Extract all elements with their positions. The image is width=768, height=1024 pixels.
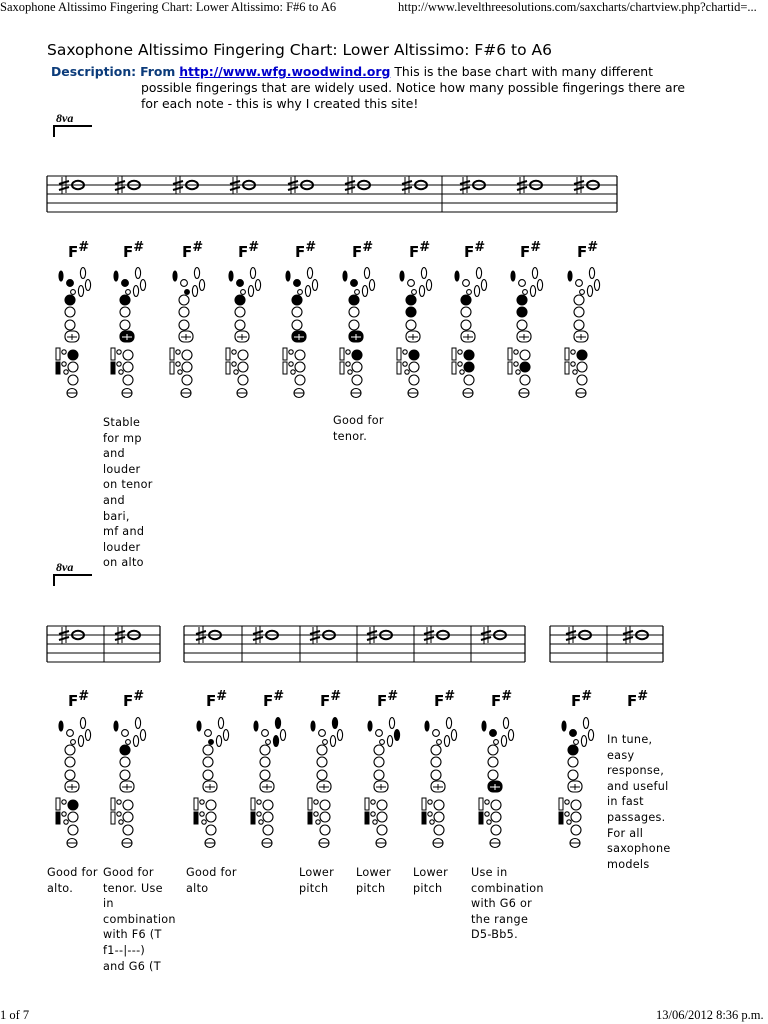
fingering-note: Good for tenor.	[333, 414, 384, 443]
fingering-diagram	[226, 268, 261, 398]
description-line2: possible fingerings that are widely used. Notice how many possible fingerings there are	[141, 80, 686, 95]
note-name-label: F#	[464, 240, 486, 261]
note-name-label: F#	[123, 240, 145, 261]
fingering-diagram	[251, 718, 286, 848]
fingering-note: Stable for mp and louder on tenor and bari, mf and louder on alto	[103, 416, 153, 570]
fingering-diagram	[479, 718, 514, 848]
note-name-label: F#	[295, 240, 317, 261]
note-name-label: F#	[409, 240, 431, 261]
description-line3: for each note - this is why I created this site!	[141, 96, 419, 111]
note-name-label: F#	[123, 689, 145, 710]
print-timestamp: 13/06/2012 8:36 p.m.	[656, 1008, 764, 1022]
fingering-diagram	[365, 718, 400, 848]
fingering-diagram	[565, 268, 600, 398]
staff	[184, 626, 525, 662]
page-count: 1 of 7	[0, 1008, 30, 1022]
note-name-label: F#	[352, 240, 374, 261]
note-name-label: F#	[263, 689, 285, 710]
fingering-note: Lower pitch	[413, 866, 449, 895]
note-name-label: F#	[577, 240, 599, 261]
note-name-label: F#	[627, 689, 649, 710]
fingering-diagram	[56, 718, 91, 848]
fingering-diagram	[508, 268, 543, 398]
fingering-note: Good for alto	[186, 866, 237, 895]
wfg-link[interactable]: http://www.wfg.woodwind.org	[179, 64, 391, 79]
note-name-label: F#	[571, 689, 593, 710]
note-name-label: F#	[238, 240, 260, 261]
fingering-note: Use in combination with G6 or the range D5-Bb5.	[471, 866, 544, 942]
fingering-diagram	[452, 268, 487, 398]
description-line1: This is the base chart with many different	[394, 64, 653, 79]
fingering-diagram	[559, 718, 594, 848]
octave-mark	[54, 560, 92, 586]
octave-label: 8va	[56, 111, 74, 125]
note-name-label: F#	[434, 689, 456, 710]
octave-label: 8va	[56, 560, 74, 574]
note-name-label: F#	[520, 240, 542, 261]
fingering-diagram	[194, 718, 229, 848]
octave-mark	[54, 111, 92, 137]
fingering-diagram	[111, 718, 146, 848]
fingering-diagram	[397, 268, 432, 398]
description-from: From	[140, 64, 176, 79]
page-title: Saxophone Altissimo Fingering Chart: Lower Altissimo: F#6 to A6	[47, 41, 552, 59]
note-name-label: F#	[377, 689, 399, 710]
note-name-label: F#	[320, 689, 342, 710]
fingering-note: Good for alto.	[47, 866, 98, 895]
fingering-diagram	[170, 268, 205, 398]
browser-page-title: Saxophone Altissimo Fingering Chart: Lower Altissimo: F#6 to A6	[0, 0, 337, 14]
fingering-note: Lower pitch	[299, 866, 335, 895]
fingering-diagram	[283, 268, 318, 398]
fingering-note: Lower pitch	[356, 866, 392, 895]
fingering-diagram	[308, 718, 343, 848]
description-label: Description:	[51, 64, 137, 79]
note-name-label: F#	[182, 240, 204, 261]
staff	[47, 626, 160, 662]
fingering-diagram	[111, 268, 146, 398]
fingering-diagram	[340, 268, 375, 398]
fingering-note: In tune, easy response, and useful in fast passages. For all saxophone models	[607, 733, 671, 871]
fingering-note: Good for tenor. Use in combination with F6 (T f1--|---) and G6 (T	[103, 866, 176, 973]
note-name-label: F#	[491, 689, 513, 710]
note-name-label: F#	[68, 240, 90, 261]
browser-url: http://www.levelthreesolutions.com/saxcharts/chartview.php?chartid=...	[398, 0, 757, 14]
note-name-label: F#	[206, 689, 228, 710]
fingering-diagram	[56, 268, 91, 398]
fingering-diagram	[422, 718, 457, 848]
note-name-label: F#	[68, 689, 90, 710]
